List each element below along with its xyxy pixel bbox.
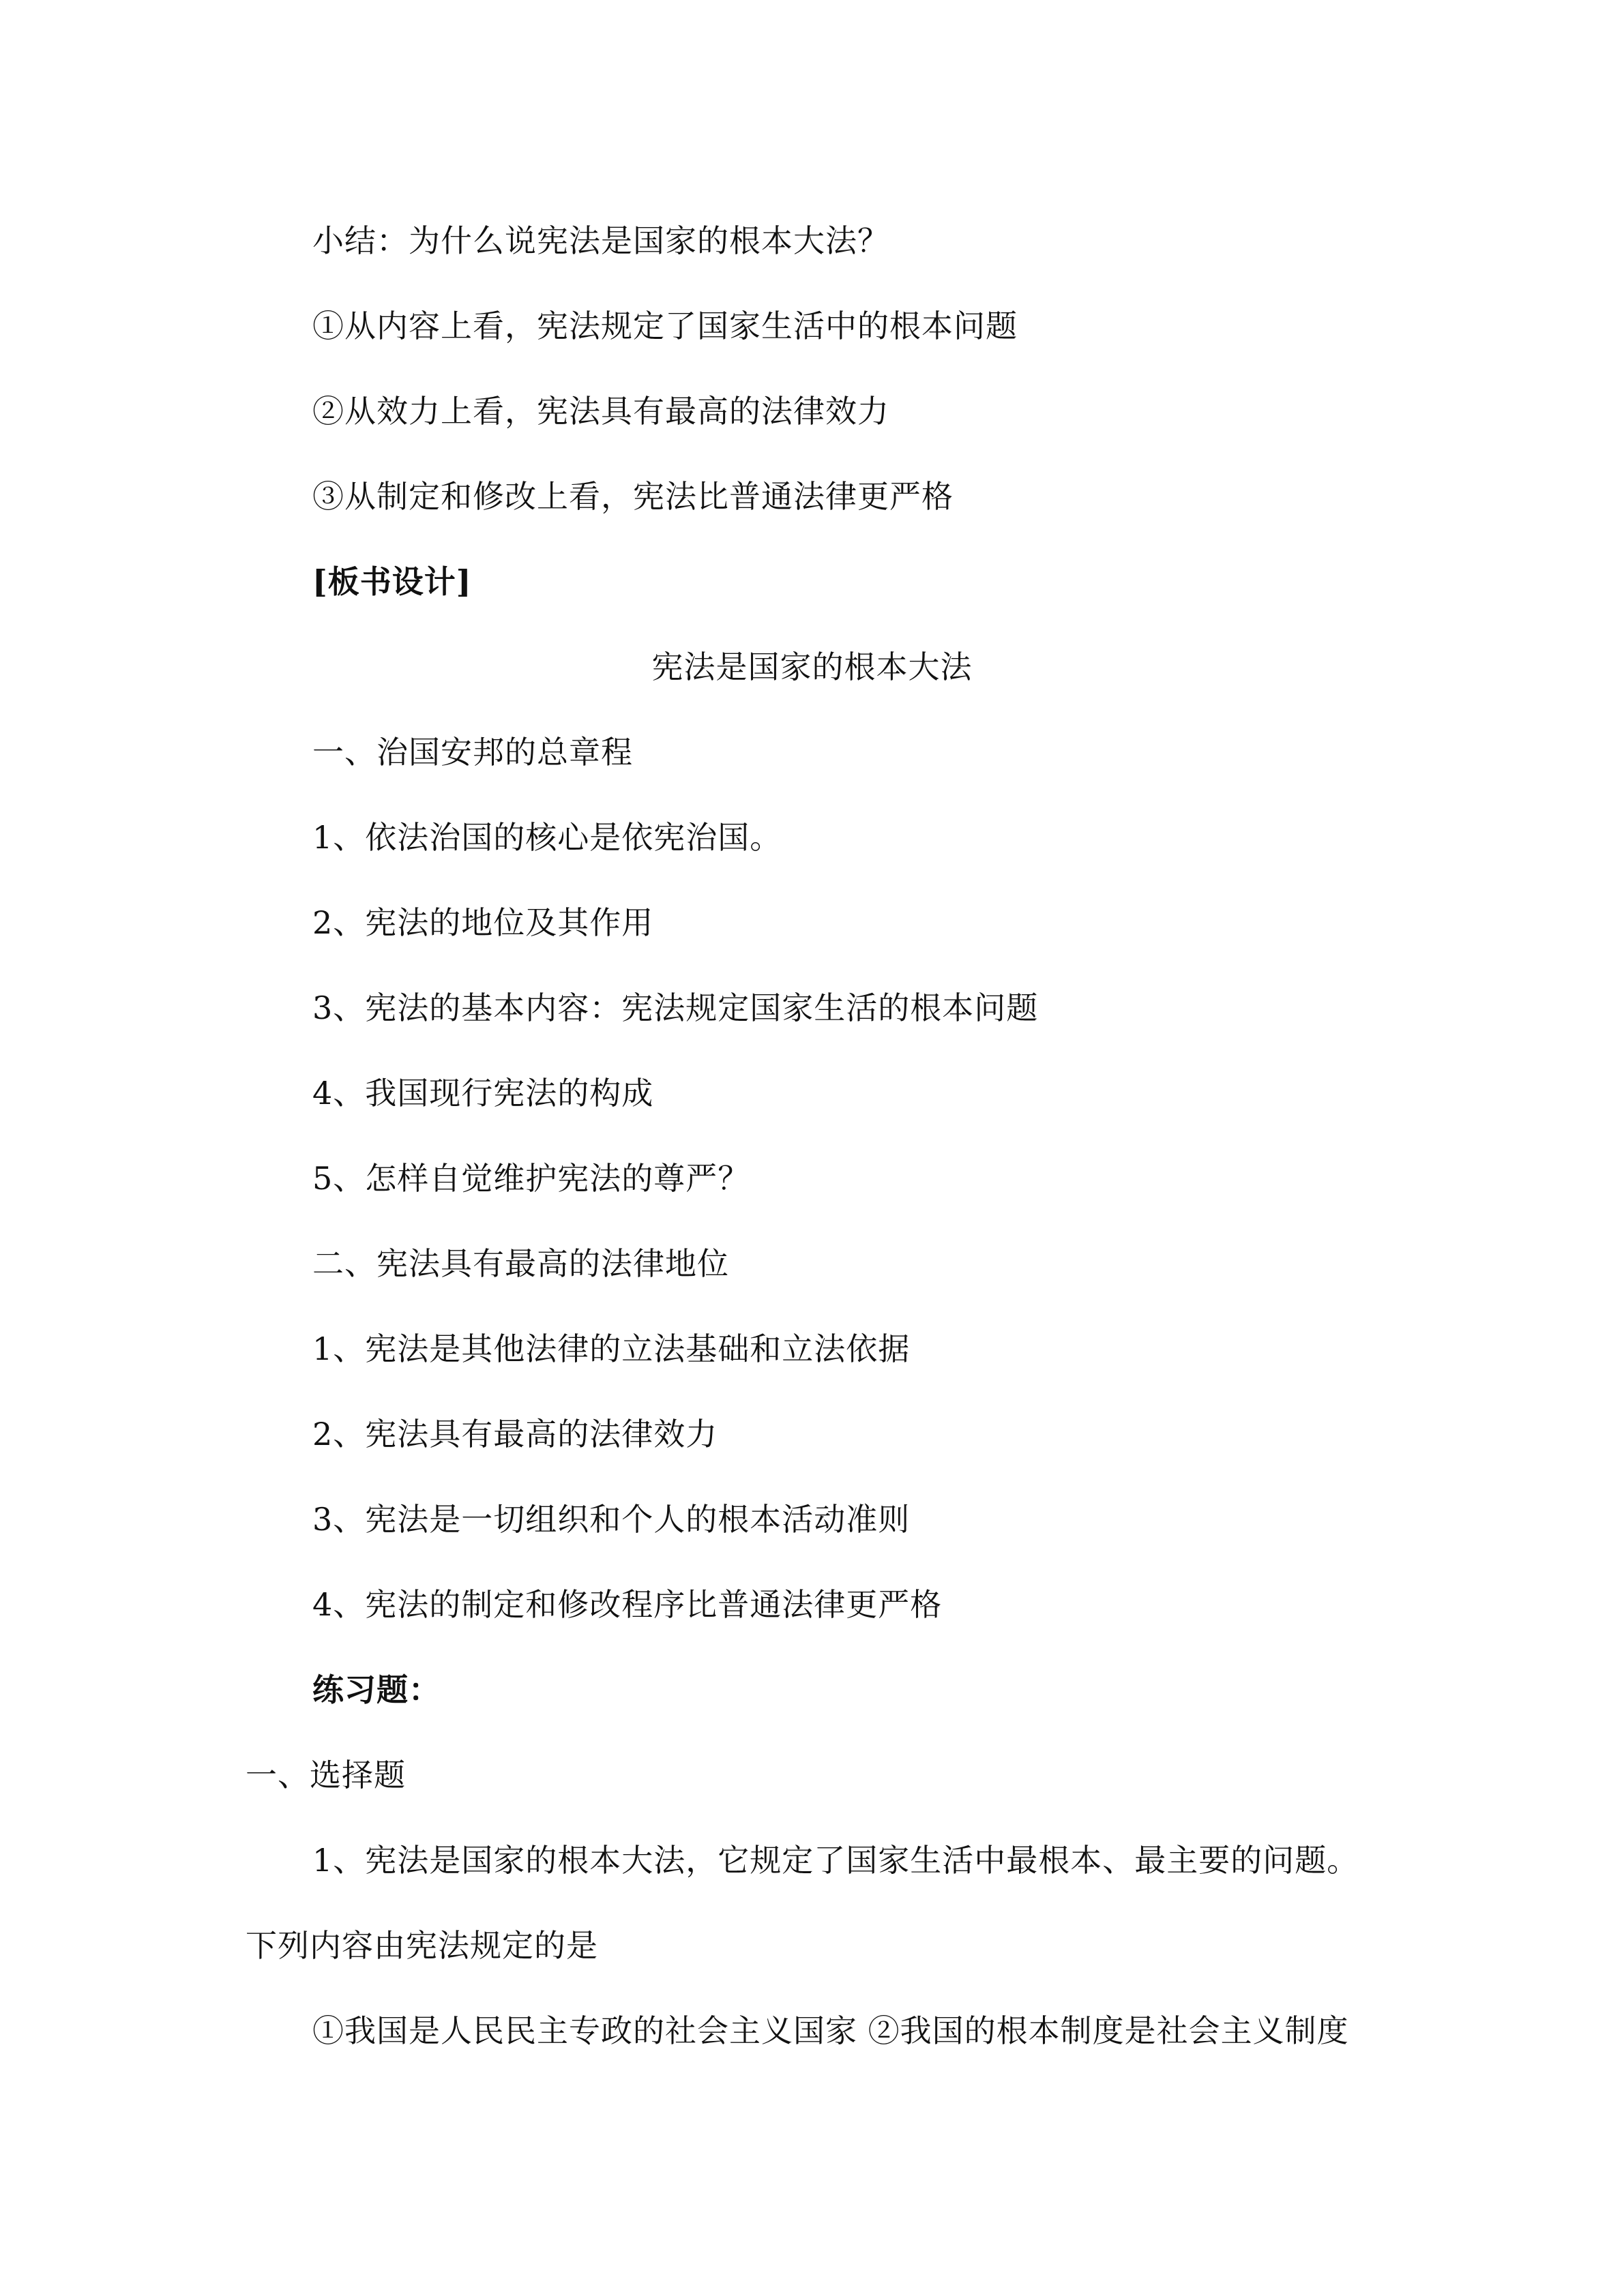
section1-item-5: 5、怎样自觉维护宪法的尊严？ [312,1160,750,1197]
question-1-line-1: 1、宪法是国家的根本大法，它规定了国家生活中最根本、最主要的问题。 [312,1842,1359,1879]
board-design-heading: [板书设计] [312,563,472,600]
summary-title: 小结：为什么说宪法是国家的根本大法？ [312,222,889,259]
summary-point-2: ②从效力上看，宪法具有最高的法律效力 [312,393,889,430]
exercises-part1-title: 一、选择题 [246,1757,406,1793]
question-1-line-2: 下列内容由宪法规定的是 [246,1927,598,1964]
section1-item-2: 2、宪法的地位及其作用 [312,904,654,941]
section1-item-1: 1、依法治国的核心是依宪治国。 [312,819,782,856]
section1-item-3: 3、宪法的基本内容：宪法规定国家生活的根本问题 [312,989,1039,1026]
exercises-heading: 练习题： [312,1671,441,1708]
section2-title: 二、宪法具有最高的法律地位 [312,1245,729,1282]
section2-item-2: 2、宪法具有最高的法律效力 [312,1416,718,1452]
board-title: 宪法是国家的根本大法 [651,648,973,685]
question-1-options: ①我国是人民民主专政的社会主义国家 ②我国的根本制度是社会主义制度 [312,2012,1349,2049]
section1-item-4: 4、我国现行宪法的构成 [312,1075,654,1112]
section2-item-3: 3、宪法是一切组织和个人的根本活动准则 [312,1501,911,1538]
section2-item-1: 1、宪法是其他法律的立法基础和立法依据 [312,1330,911,1367]
section2-item-4: 4、宪法的制定和修改程序比普通法律更严格 [312,1586,943,1623]
summary-point-1: ①从内容上看，宪法规定了国家生活中的根本问题 [312,308,1018,344]
section1-title: 一、治国安邦的总章程 [312,734,633,771]
summary-point-3: ③从制定和修改上看，宪法比普通法律更严格 [312,478,954,515]
